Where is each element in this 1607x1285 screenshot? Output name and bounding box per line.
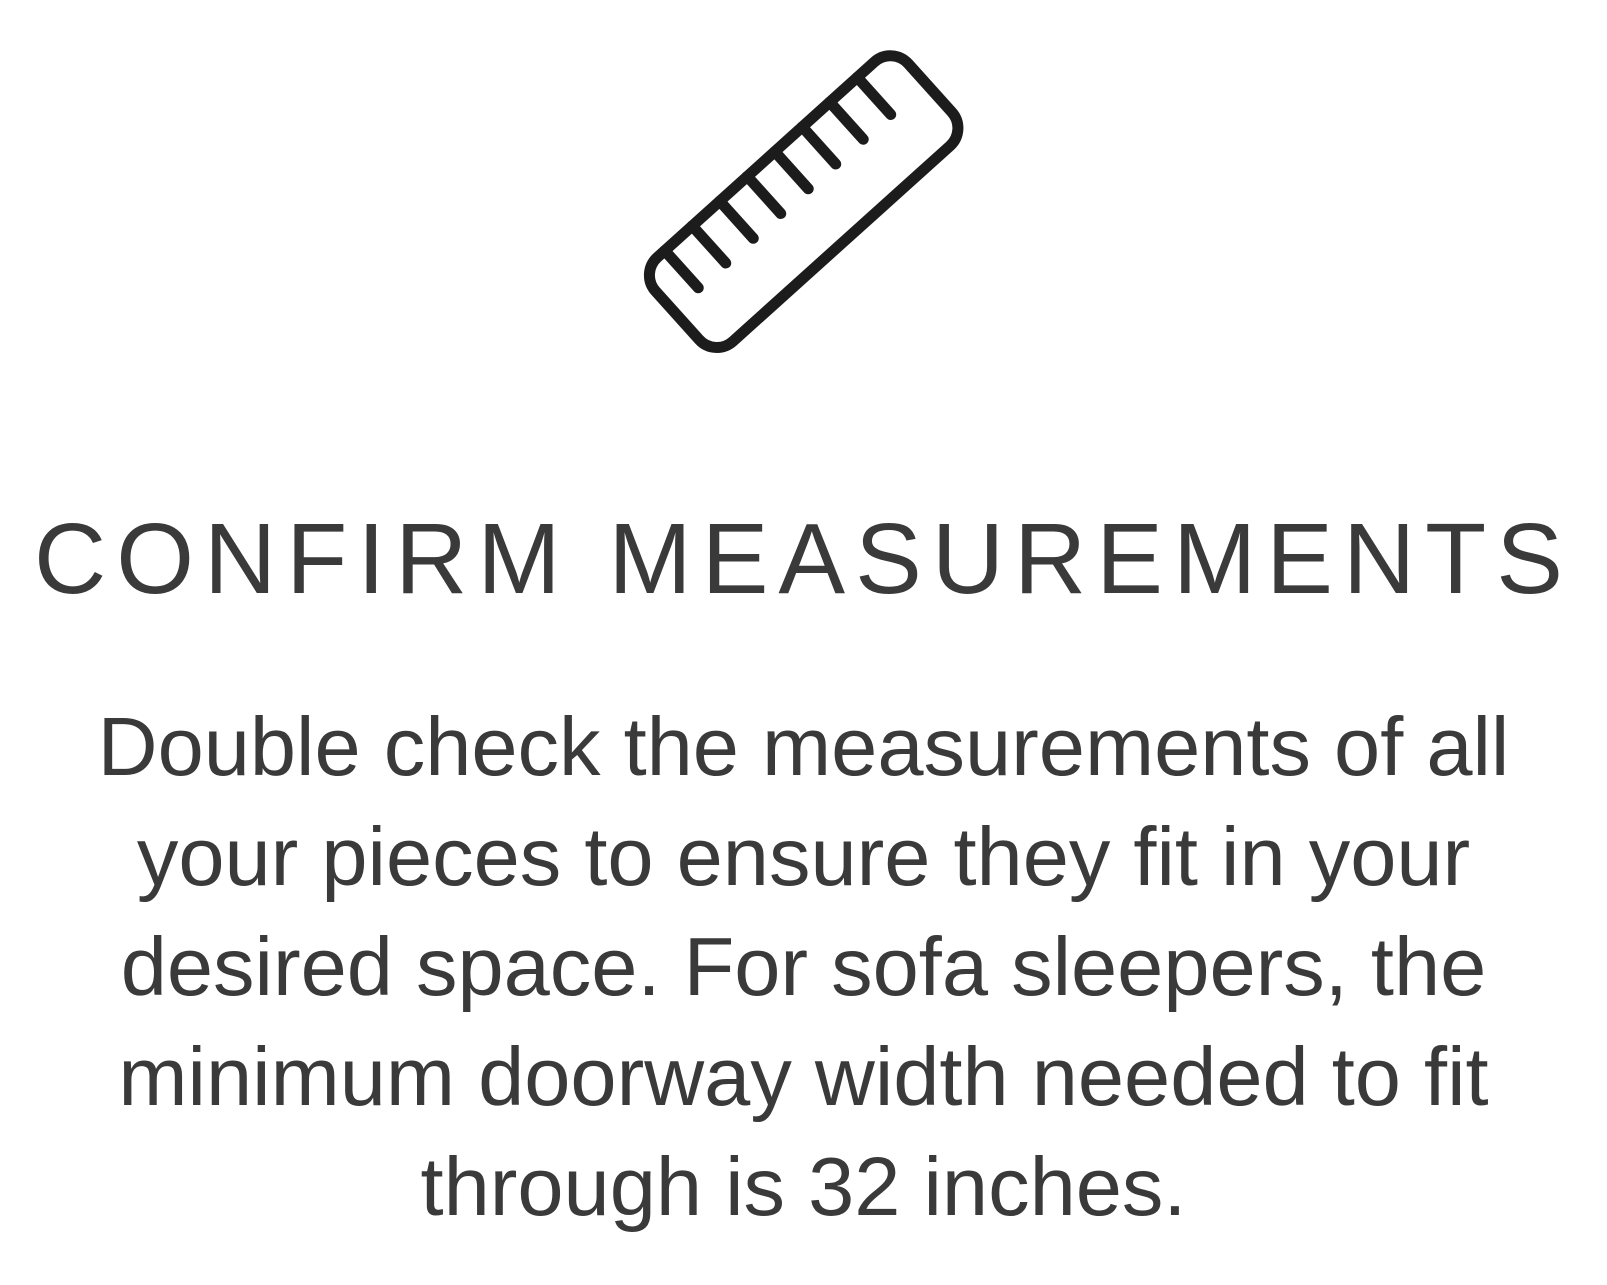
body-line: through is 32 inches. [420,1140,1187,1233]
body-line: your pieces to ensure they fit in your [136,810,1471,903]
ruler-icon [644,42,964,362]
body-line: desired space. For sofa sleepers, the [120,920,1487,1013]
section-title: CONFIRM MEASUREMENTS [34,503,1573,615]
section-description [34,692,1574,1242]
body-line: minimum doorway width needed to fit [118,1030,1489,1123]
body-line: Double check the measurements of all [97,700,1510,793]
